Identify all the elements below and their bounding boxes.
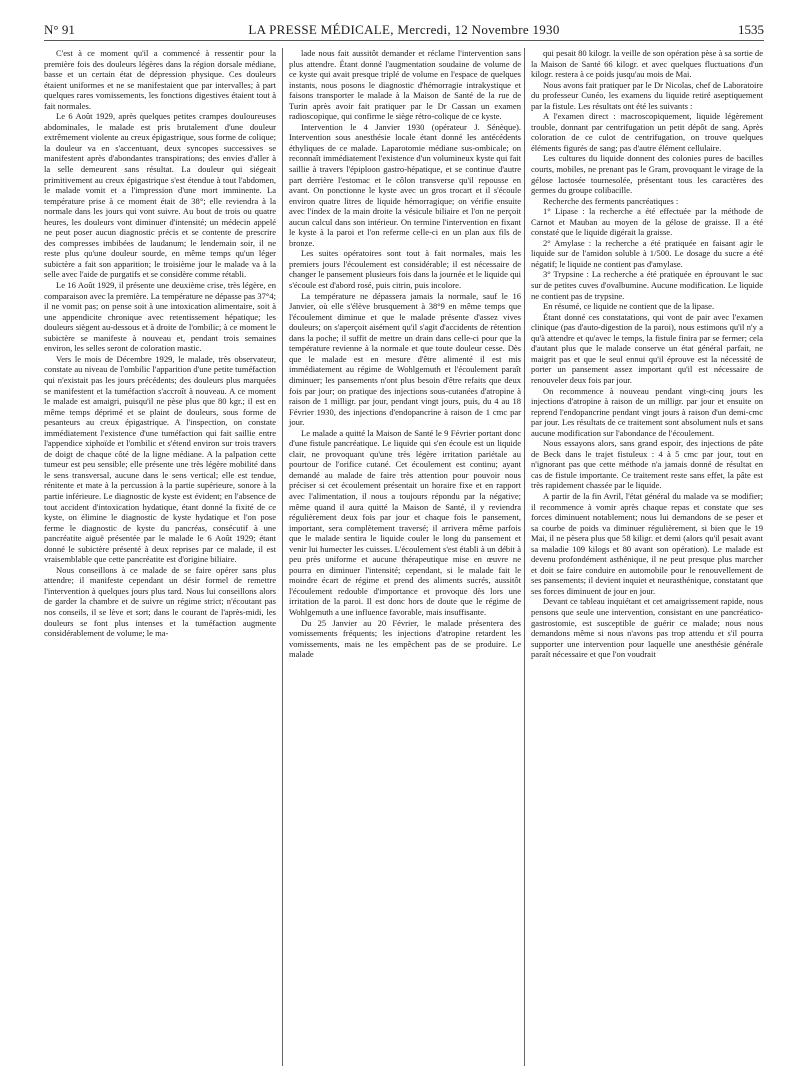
paragraph: En résumé, ce liquide ne contient que de la lipase. [543,301,715,312]
paragraph: La température ne dépassera jamais la normale, sauf le 16 Janvier, où elle s'élève brusquement à 38°9 en même temps que l'écoulement diminue et que le malade présente d'assez vives douleurs; on s'aperçoit aisément qu'il s'agit d'accidents de rétention dans la poche; il suffit de mettre un drain dans celle-ci pour que la température revienne à la normale et que toute douleur cesse. Dès que le malade est en mesure d'être alimenté il est mis immédiatement au régime de Wohlgemuth et l'écoulement paraît diminuer; les pansements n'ont plus besoin d'être refaits que deux fois par jour; on pratique des injections sous-cutanées d'atropine à raison de 1 milligr. par jour, pendant vingt jours, puis, du 4 au 18 Février 1930, des injections d'endopancrine à raison de 1 cmc par jour. [289,290,521,428]
page-number: 1535 [738,22,764,37]
paragraph: 2° Amylase : la recherche a été pratiquée en faisant agir le liquide sur de l'amidon soluble à 1/500. Le dosage du sucre a été négatif; le liquide ne contient pas d'amylase. [531,237,763,269]
column-rule-1 [282,48,283,1066]
paragraph: Étant donné ces constatations, qui vont de pair avec l'examen clinique (pas d'auto-digestion de la paroi), nous estimons qu'il n'y a qu'à attendre et qu'avec le temps, la fistule finira par se fermer; cela d'autant plus que le malade conserve un état général parfait, ne maigrit pas et que le seul ennui qu'il éprouve est la nécessité de porter un pansement assez important qu'il est nécessaire de renouveler deux fois par jour. [531,311,763,385]
paragraph: Nous conseillons à ce malade de se faire opérer sans plus attendre; il manifeste cependant un désir formel de remettre l'intervention à quelques jours plus tard. Nous lui conseillons alors de garder la chambre et de suivre un régime strict; n'écoutant pas nos conseils, il se lève et sort; dans le courant de l'après-midi, les douleurs se font plus intenses et la tuméfaction augmente considérablement de volume; le ma- [44,564,276,639]
journal-title: LA PRESSE MÉDICALE, Mercredi, 12 Novembre 1930 [248,22,560,37]
paragraph: Devant ce tableau inquiétant et cet amaigrissement rapide, nous pensons que seule une intervention, consistant en une pancréatico-gastrostomie, est susceptible de guérir ce malade; nous nous demandons même si nous n'avons pas trop attendu et s'il pourra supporter une intervention pour laquelle une anesthésie générale paraît nécessaire et que l'on voudrait [531,596,763,660]
paragraph: qui pesait 80 kilogr. la veille de son opération pèse à sa sortie de la Maison de Santé 66 kilogr. et avec quelques fluctuations d'un kilogr. restera à ce poids jusqu'au mois de Mai. [531,48,763,80]
paragraph: 1° Lipase : la recherche a été effectuée par la méthode de Carnot et Mauban au moyen de la gélose de graisse. Il a été constaté que le liquide digérait la graisse. [531,206,763,238]
paragraph: Le 6 Août 1929, après quelques petites crampes douloureuses abdominales, le malade est pris brutalement d'une douleur extrêmement violente au creux épigastrique, sous forme de colique; la douleur va en s'accentuant, deux syncopes successives se manifestent après d'abondantes transpirations; des envies d'aller à la selle demeurent sans résultat. La douleur qui siégeait primitivement au creux épigastrique s'est étendue à tout l'abdomen, le malade vomit et a l'impression d'une mort imminente. La température prise à ce moment était de 38°; elle reviendra à la normale dans les jours qui vont suivre. Au bout de trois ou quatre heures, les douleurs vont diminuer d'intensité; un médecin appelé ne peut poser aucun diagnostic précis et se contente de prescrire des compresses imbibées de laudanum; le lendemain soir, il ne reste plus qu'une douleur sourde, en même temps qu'un léger subictère a fait son apparition; le troisième jour le malade va à la selle avec l'aide de purgatifs et se considère comme rétabli. [44,111,276,280]
paragraph: Nous avons fait pratiquer par le Dr Nicolas, chef de Laboratoire du professeur Cunéo, les examens du liquide retiré aseptiquement par la fistule. Les résultats ont été les suivants : [531,79,763,111]
column-rule-2 [524,48,525,1066]
paragraph: Nous essayons alors, sans grand espoir, des injections de pâte de Beck dans le trajet fistuleux : 4 à 5 cmc par jour, tout en n'ignorant pas que cette méthode n'a jamais donné de résultat en cas de fistule importante. Ce traitement reste sans effet, la pâte est très rapidement chassée par le liquide. [531,438,763,491]
paragraph: Le malade a quitté la Maison de Santé le 9 Février portant donc d'une fistule pancréatique. Le liquide qui s'en écoule est un liquide clair, ne provoquant qu'une très légère irritation pariétale au pourtour de l'orifice cutané. Cet écoulement est continu; ayant demandé au malade de faire très attention pour pouvoir nous préciser si cet écoulement présentait un horaire fixe et en rapport avec l'alimentation, il nous a toujours répondu par la négative; même quand il aura quitté la Maison de Santé, il y reviendra régulièrement deux fois par jour et chaque fois le pansement, important, sera complètement traversé; il arrivera même parfois que le malade sentira le liquide couler le long du pansement et venir lui humecter les cuisses. L'écoulement s'est établi à un débit à peu près uniforme et aucune thérapeutique mise en œuvre ne pourra en diminuer l'intensité; cependant, si le malade fait le moindre écart de régime et prend des aliments sucrés, aussitôt l'écoulement redouble d'importance et provoque dès lors une irritation de la paroi. Il est donc hors de doute que le régime de Wohlgemuth a une influence favorable, mais insuffisante. [289,427,521,617]
text-column-1 [44,48,276,639]
paragraph: Les suites opératoires sont tout à fait normales, mais les premiers jours l'écoulement est considérable; il est nécessaire de changer le pansement plusieurs fois dans la journée et le liquide qui s'écoule est d'abord rosé, puis citrin, puis incolore. [289,248,521,291]
paragraph: Du 25 Janvier au 20 Février, le malade présentera des vomissements fréquents; les injections d'atropine retardent les vomissements, mais ne les empêchent pas de se produire. Le malade [289,617,521,660]
paragraph: lade nous fait aussitôt demander et réclame l'intervention sans plus attendre. Étant donné l'augmentation soudaine de volume de ce kyste qui avait presque triplé de volume en l'espace de quelques instants, nous posons le diagnostic d'hémorragie intrakystique et faisons transporter le malade à la Maison de Santé de la rue de Turin après avoir fait pratiquer par le Dr Cassan un examen radioscopique, qui confirme le siège rétro-colique de ce kyste. [289,48,521,122]
paragraph: Le 16 Août 1929, il présente une deuxième crise, très légère, en comparaison avec la première. La température ne dépasse pas 37°4; il ne vomit pas; on pense soit à une intoxication alimentaire, soit à une appendicite chronique avec retentissement hépatique; les douleurs siègent au-dessous et à droite de l'ombilic; à ce moment le subictère se manifeste à nouveau et, pendant trois semaines environ, les selles seront de coloration mastic. [44,280,276,354]
paragraph: A partir de la fin Avril, l'état général du malade va se modifier; il recommence à vomir après chaque repas et constate que ses forces diminuent notablement; nous lui demandons de se peser et sa courbe de poids va diminuer régulièrement, si bien que le 19 Mai, il ne pèsera plus que 58 kiligr. et demi (alors qu'il pesait avant sa maladie 109 kilogs et 80 avant son opération). Le malade est devenu profondément asthénique, il ne peut presque plus marcher et doit se faire conduire en automobile pour le renouvellement de ses pansements; il devient inquiet et neurasthénique, constatant que ses forces diminuent de jour en jour. [531,490,763,596]
paragraph: 3° Trypsine : La recherche a été pratiquée en éprouvant le suc sur de petites cuves d'ovalbumine. Aucune modification. Le liquide ne contient pas de trypsine. [531,269,763,301]
text-column-3 [531,48,763,660]
text-column-2 [289,48,521,660]
paragraph: Intervention le 4 Janvier 1930 (opérateur J. Sénèque). Intervention sous anesthésie locale étant donné les antécédents éthyliques de ce malade. Laparotomie médiane sus-ombicale; on reconnaît immédiatement l'existence d'un volumineux kyste qui fait saillie à travers l'épiploon gastro-hépatique, et se continue d'autre part derrière l'estomac et le côlon transverse qu'il repousse en avant. On ponctionne le kyste avec un gros trocart et il s'écoule environ quatre litres de liquide hémorragique; on vérifie ensuite avec l'index de la main droite la vésicule biliaire et l'on ne perçoit aucun calcul dans son intérieur. On termine l'intervention en fixant le kyste à la paroi et l'on referme celle-ci en un plan aux fils de bronze. [289,121,521,248]
paragraph: Les cultures du liquide donnent des colonies pures de bacilles courts, mobiles, ne prenant pas le Gram, provoquant le virage de la gélose lactosée tournesolée, présentant tous les caractères des germes du groupe colibacille. [531,153,763,196]
paragraph: Recherche des ferments pancréatiques : [543,195,679,206]
issue-number: N° 91 [44,22,75,37]
running-header [44,20,764,41]
paragraph: Vers le mois de Décembre 1929, le malade, très observateur, constate au niveau de l'ombilic l'apparition d'une petite tuméfaction qui n'existait pas les jours précédents; des douleurs plus marquées se manifestent et la tuméfaction s'accroît à nouveau. A ce moment le malade est amaigri, puisqu'il ne pèse plus que 80 kgr.; il est en même temps déprimé et se plaint de douleurs, sous forme de pesanteurs au creux épigastrique. A l'inspection, on constate immédiatement l'existence d'une tuméfaction qui fait saillie entre l'appendice xiphoïde et l'ombilic et s'étend environ sur trois travers de doigt de chaque côté de la ligne médiane. A la palpation cette tumeur est peu sensible; elle présente une très légère mobilité dans le sens transversal, aucune dans le sens vertical; elle est tendue, rénitente et mate à la percussion à la partie supérieure, sonore à la partie inférieure. Le diagnostic de kyste est évident; en l'absence de tout accident d'intoxication hydatique, étant donné la fixité de ce kyste, on élimine le diagnostic de kyste hydatique et l'on pose ferme le diagnostic de kyste du pancréas, consécutif à une pancréatite aiguë présentée par le malade le 6 Août 1929; étant donné le subictère présenté à deux reprises par ce malade, il est vraisemblable que cette pancréatite est d'origine biliaire. [44,353,276,565]
paragraph: On recommence à nouveau pendant vingt-cinq jours les injections d'atropine à raison de un milligr. par jour et ensuite on reprend l'endopancrine pendant vingt jours à raison d'un demi-cmc par jour. Les résultats de ce traitement sont absolument nuls et sans aucune modification sur l'abondance de l'écoulement. [531,385,763,438]
paragraph: A l'examen direct : macroscopiquement, liquide légèrement trouble, donnant par centrifugation un petit dépôt de sang. Après coloration de ce culot de centrifugation, on trouve quelques éléments figurés de sang; pas d'autre élément cellulaire. [531,111,763,153]
paragraph: C'est à ce moment qu'il a commencé à ressentir pour la première fois des douleurs légères dans la région dorsale médiane, basse et un certain état de dépression physique. Ces douleurs étaient uniformes et ne se manifestaient que par intervalles; à part quelques rares vomissements, les fonctions digestives étaient tout à fait normales. [44,48,276,111]
